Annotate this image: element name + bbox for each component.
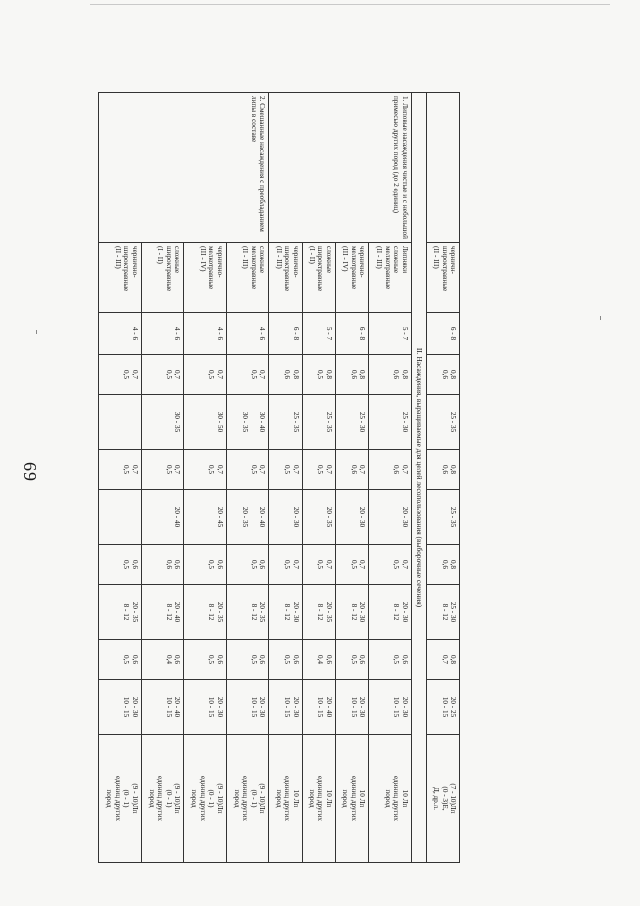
cell-value: 20 - 35 8 - 12 — [226, 585, 269, 640]
cell-value: 25 - 30 8 - 12 — [426, 585, 459, 640]
cell-age: 6 - 8 — [335, 313, 368, 355]
cell-value: 20 - 30 — [369, 490, 412, 545]
cell-value: 0,6 0,6 — [141, 545, 184, 585]
cell-value: 0,6 0,5 — [184, 545, 227, 585]
scan-top-edge — [90, 4, 610, 5]
cell-group: 2. Смешанные насаждения с преобладанием липы в составе — [99, 93, 269, 243]
cell-value: 20 - 40 20 - 35 — [226, 490, 269, 545]
cell-value: 25 - 35 — [426, 395, 459, 450]
cell-composition: 10 Лп единиц других пород — [369, 735, 412, 863]
cell-value: 0,6 0,5 — [99, 640, 142, 680]
cell-value: 0,6 0,5 — [99, 545, 142, 585]
cell-value: 0,7 0,6 — [369, 450, 412, 490]
cell-value: 20 - 30 10 - 15 — [184, 680, 227, 735]
cell-value: 0,6 0,4 — [141, 640, 184, 680]
cell-value: 0,6 0,5 — [184, 640, 227, 680]
cell-value: 0,7 0,5 — [226, 450, 269, 490]
cell-value: 20 - 40 — [141, 490, 184, 545]
cell-value: 20 - 30 10 - 15 — [99, 680, 142, 735]
table-container — [98, 92, 460, 862]
cell-age: 4 - 6 — [184, 313, 227, 355]
cell-age: 4 - 6 — [226, 313, 269, 355]
cell-stand-type: Липняки сложные мелкотравные (II - III) — [369, 243, 412, 313]
cell-value — [99, 490, 142, 545]
cell-composition: 10 Лп единиц других пород — [335, 735, 368, 863]
cell-value: 20 - 30 8 - 12 — [269, 585, 302, 640]
cell-composition: 10 Лп единиц других пород — [302, 735, 335, 863]
cell-value: 0,7 0,5 — [369, 545, 412, 585]
cell-value: 20 - 40 10 - 15 — [302, 680, 335, 735]
scan-speck — [600, 316, 601, 320]
cell-value — [99, 395, 142, 450]
cell-value: 25 - 30 — [369, 395, 412, 450]
cell-value: 0,8 0,6 — [369, 355, 412, 395]
cell-age: 5 - 7 — [302, 313, 335, 355]
cell-value: 0,7 0,5 — [141, 450, 184, 490]
cell-stand-type: чернично- мелкотравные (III - IV) — [335, 243, 368, 313]
cell-value: 0,7 0,5 — [302, 450, 335, 490]
cell-stand-type: чернично- мелкотравные (III - IV) — [184, 243, 227, 313]
cell-value: 20 - 30 — [335, 490, 368, 545]
cell-value: 0,8 0,6 — [426, 355, 459, 395]
forest-stands-table — [98, 92, 460, 863]
cell-value: 20 - 40 10 - 15 — [141, 680, 184, 735]
cell-stand-type: сложные мелкотравные (II - III) — [226, 243, 269, 313]
cell-value: 0,7 0,5 — [99, 355, 142, 395]
cell-age: 6 - 8 — [269, 313, 302, 355]
cell-stand-type: сложные широктравные (I - II) — [141, 243, 184, 313]
cell-value: 20 - 30 10 - 15 — [226, 680, 269, 735]
cell-value: 0,7 0,5 — [184, 450, 227, 490]
cell-composition: (7 - 10)Лп (0 - 3)Е, Д, др.л. — [426, 735, 459, 863]
cell-group: 1. Липовые насаждения чистые и с небольшой примесью других пород (до 2 единиц) — [269, 93, 411, 243]
cell-value: 20 - 35 8 - 12 — [99, 585, 142, 640]
cell-value: 20 - 45 — [184, 490, 227, 545]
table-row — [426, 93, 459, 863]
cell-age: 6 - 8 — [426, 313, 459, 355]
cell-value: 20 - 30 — [269, 490, 302, 545]
cell-age: 4 - 6 — [99, 313, 142, 355]
cell-value: 20 - 35 — [302, 490, 335, 545]
cell-composition: (9 - 10)Лп (0 - 1) единиц других пород — [141, 735, 184, 863]
cell-value: 0,7 0,5 — [335, 545, 368, 585]
cell-value: 0,8 0,5 — [302, 355, 335, 395]
cell-value: 25 - 35 — [426, 490, 459, 545]
cell-value: 25 - 30 — [335, 395, 368, 450]
cell-value: 0,6 0,5 — [226, 640, 269, 680]
cell-stand-type: сложные широктравные (I - II) — [302, 243, 335, 313]
cell-value: 0,6 0,4 — [302, 640, 335, 680]
cell-value: 0,7 0,5 — [141, 355, 184, 395]
cell-value: 25 - 35 — [302, 395, 335, 450]
cell-value: 20 - 25 10 - 15 — [426, 680, 459, 735]
cell-value: 0,6 0,5 — [269, 640, 302, 680]
cell-value: 30 - 35 — [141, 395, 184, 450]
cell-value: 20 - 40 8 - 12 — [141, 585, 184, 640]
cell-value: 0,6 0,5 — [226, 545, 269, 585]
cell-value: 0,8 0,7 — [426, 640, 459, 680]
cell-stand-type: чернично- широктравные (II - III) — [99, 243, 142, 313]
table-row — [369, 93, 412, 863]
cell-value: 0,6 0,5 — [369, 640, 412, 680]
cell-value: 0,7 0,5 — [269, 545, 302, 585]
cell-stand-type: чернично- широктравные (II - III) — [269, 243, 302, 313]
cell-value: 0,7 0,5 — [302, 545, 335, 585]
cell-value: 20 - 35 8 - 12 — [302, 585, 335, 640]
cell-value: 0,6 0,5 — [335, 640, 368, 680]
cell-age: 5 - 7 — [369, 313, 412, 355]
cell-value: 20 - 30 10 - 15 — [269, 680, 302, 735]
cell-value: 30 - 50 — [184, 395, 227, 450]
section-title: II. Насаждения, выращиваемые для целей лесопользования (выборочные сечения) — [411, 93, 426, 863]
scan-speck — [36, 330, 37, 334]
cell-value: 0,8 0,6 — [269, 355, 302, 395]
cell-value: 0,7 0,5 — [184, 355, 227, 395]
cell-composition: (9 - 10)Лп (0 - 1) единиц других пород — [99, 735, 142, 863]
cell-value: 30 - 40 30 - 35 — [226, 395, 269, 450]
cell-value: 20 - 30 8 - 12 — [369, 585, 412, 640]
table-row — [226, 93, 269, 863]
cell-composition: (9 - 10)Лп (0 - 1) единиц других пород — [184, 735, 227, 863]
cell-value: 20 - 30 10 - 15 — [335, 680, 368, 735]
cell-group — [426, 93, 459, 243]
cell-value: 0,7 0,5 — [226, 355, 269, 395]
cell-value: 0,8 0,6 — [426, 450, 459, 490]
cell-age: 4 - 6 — [141, 313, 184, 355]
page-number: 69 — [20, 462, 40, 482]
cell-value: 0,7 0,6 — [335, 450, 368, 490]
cell-stand-type: черничн- широктравные (II - III) — [426, 243, 459, 313]
cell-value: 20 - 35 8 - 12 — [184, 585, 227, 640]
cell-composition: (9 - 10)Лп (0 - 1) единиц других пород — [226, 735, 269, 863]
section-row — [411, 93, 426, 863]
cell-value: 20 - 30 10 - 15 — [369, 680, 412, 735]
cell-value: 0,8 0,6 — [426, 545, 459, 585]
cell-value: 0,7 0,5 — [99, 450, 142, 490]
cell-value: 20 - 30 8 - 12 — [335, 585, 368, 640]
cell-value: 0,7 0,5 — [269, 450, 302, 490]
cell-value: 25 - 35 — [269, 395, 302, 450]
cell-value: 0,8 0,6 — [335, 355, 368, 395]
cell-composition: 10 Лп единиц других пород — [269, 735, 302, 863]
